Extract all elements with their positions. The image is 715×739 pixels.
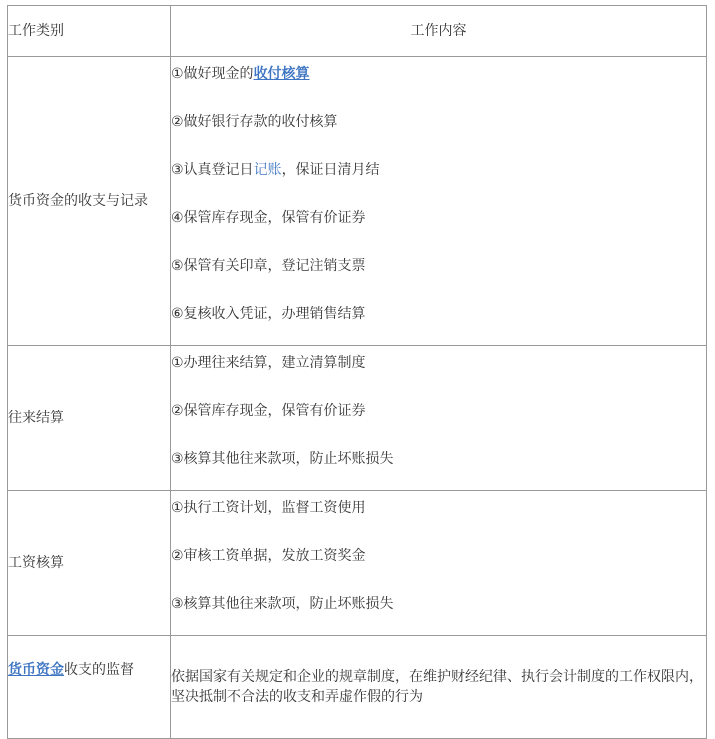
content-cell xyxy=(171,57,707,346)
list-item: ②审核工资单据，发放工资奖金 xyxy=(171,548,366,564)
list-item: ③核算其他往来款项，防止坏账损失 xyxy=(171,451,394,467)
list-item xyxy=(171,58,706,106)
table-row xyxy=(8,491,707,636)
supervision-paragraph: 依据国家有关规定和企业的规章制度，在维护财经纪律、执行会计制度的工作权限内，坚决抵制不合法的收支和弄虚作假的行为 xyxy=(171,669,703,705)
monetary-funds-link[interactable]: 货币资金 xyxy=(8,662,64,678)
header-content: 工作内容 xyxy=(171,6,707,57)
content-cell xyxy=(171,636,707,739)
list-item: ②做好银行存款的收付核算 xyxy=(171,114,338,130)
item-text: ①做好现金的 xyxy=(171,66,254,82)
item-text: ，保证日清月结 xyxy=(281,162,380,178)
duty-table xyxy=(7,5,707,739)
cash-accounting-link[interactable]: 收付核算 xyxy=(253,66,310,82)
list-item: ⑤保管有关印章，登记注销支票 xyxy=(171,258,366,274)
list-item: ③核算其他往来款项，防止坏账损失 xyxy=(171,596,394,612)
header-row xyxy=(8,6,707,57)
category-cell: 工资核算 xyxy=(8,491,171,636)
list-item xyxy=(171,154,706,202)
list-item: ⑥复核收入凭证，办理销售结算 xyxy=(171,306,366,322)
list-item: ①执行工资计划，监督工资使用 xyxy=(171,500,366,516)
table-row xyxy=(8,57,707,346)
content-cell xyxy=(171,346,707,491)
category-suffix: 收支的监督 xyxy=(64,662,134,678)
list-item: ①办理往来结算，建立清算制度 xyxy=(171,355,366,371)
content-cell xyxy=(171,491,707,636)
header-category: 工作类别 xyxy=(8,6,171,57)
bookkeeping-link[interactable]: 记账 xyxy=(253,162,282,178)
table-row xyxy=(8,636,707,739)
list-item: ②保管库存现金，保管有价证券 xyxy=(171,403,366,419)
item-text: ③认真登记日 xyxy=(171,162,254,178)
category-cell: 往来结算 xyxy=(8,346,171,491)
list-item: ④保管库存现金，保管有价证券 xyxy=(171,210,366,226)
category-cell: 货币资金的收支与记录 xyxy=(8,57,171,346)
category-cell xyxy=(8,636,171,739)
table-row xyxy=(8,346,707,491)
